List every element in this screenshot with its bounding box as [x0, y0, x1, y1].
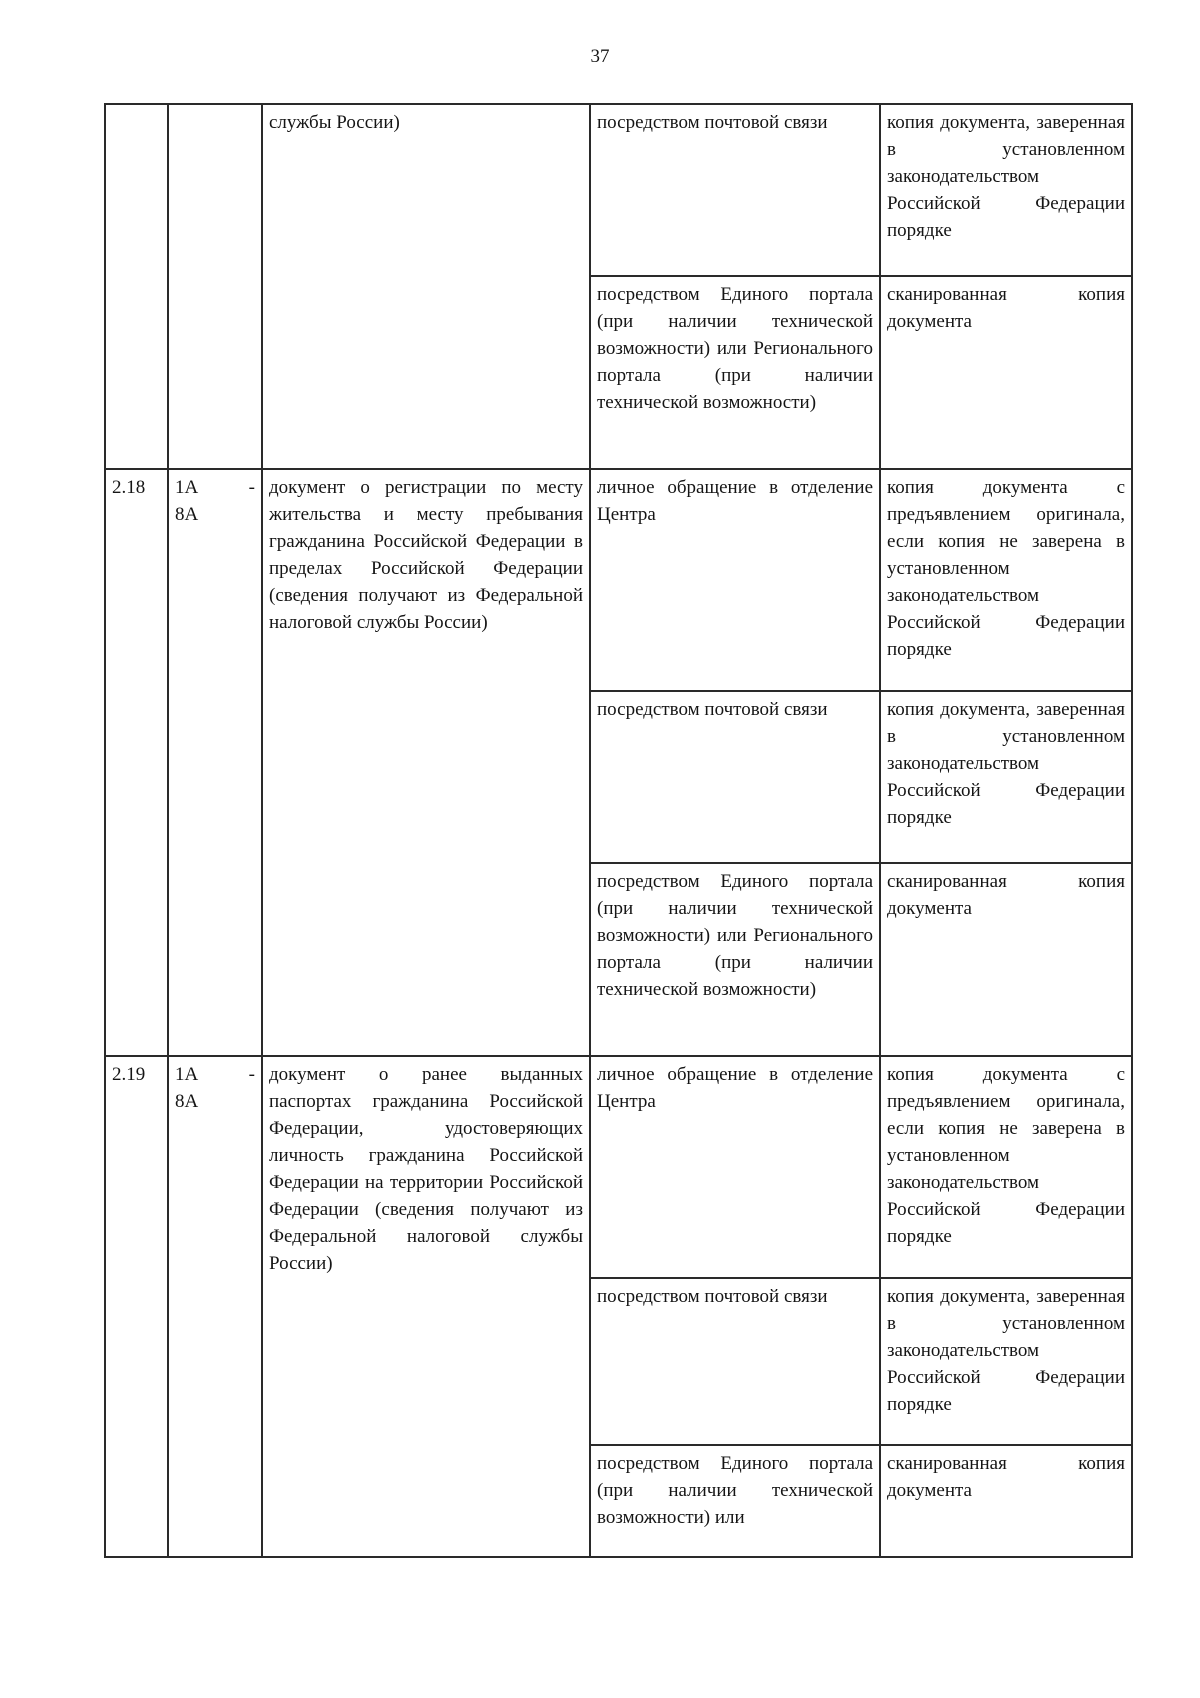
- code-dash: -: [248, 477, 255, 498]
- code-dash: -: [248, 1064, 255, 1085]
- method-cell: личное обращение в отделение Центра: [590, 469, 880, 691]
- method-cell: посредством почтовой связи: [590, 691, 880, 863]
- method-cell: посредством почтовой связи: [590, 1278, 880, 1445]
- row-number-cell: 2.19: [105, 1056, 168, 1557]
- document-cell: копия документа, заверенная в установленном законодательством Российской Федерации порядке: [880, 104, 1132, 276]
- description-cell: службы России): [262, 104, 590, 469]
- page-number: 37: [590, 46, 610, 67]
- table-row: [105, 104, 1132, 276]
- method-cell: посредством Единого портала (при наличии технической возможности) или: [590, 1445, 880, 1557]
- row-number-cell: 2.18: [105, 469, 168, 1056]
- code-text: 1А 8А: [175, 477, 199, 525]
- table-row: [105, 469, 1132, 691]
- row-number-cell: [105, 104, 168, 469]
- code-cell: [168, 469, 262, 1056]
- code-text: 1А 8А: [175, 1064, 199, 1112]
- document-cell: копия документа с предъявлением оригинала, если копия не заверена в установленном законодательством Российской Федерации порядке: [880, 1056, 1132, 1278]
- code-cell: [168, 104, 262, 469]
- requirements-table: [104, 103, 1133, 1558]
- method-cell: посредством Единого портала (при наличии технической возможности) или Регионального портала (при наличии технической возможности): [590, 863, 880, 1056]
- description-cell: документ о ранее выданных паспортах гражданина Российской Федерации, удостоверяющих личность гражданина Российской Федерации на территории Российской Федерации (сведения получают из Федеральной налоговой службы России): [262, 1056, 590, 1557]
- code-cell: [168, 1056, 262, 1557]
- description-cell: документ о регистрации по месту жительства и месту пребывания гражданина Российской Федерации в пределах Российской Федерации (сведения получают из Федеральной налоговой службы России): [262, 469, 590, 1056]
- document-cell: копия документа, заверенная в установленном законодательством Российской Федерации порядке: [880, 1278, 1132, 1445]
- table-row: [105, 1056, 1132, 1278]
- document-cell: сканированная копия документа: [880, 1445, 1132, 1557]
- method-cell: посредством Единого портала (при наличии технической возможности) или Регионального портала (при наличии технической возможности): [590, 276, 880, 469]
- document-cell: сканированная копия документа: [880, 276, 1132, 469]
- document-cell: сканированная копия документа: [880, 863, 1132, 1056]
- document-cell: копия документа с предъявлением оригинала, если копия не заверена в установленном законодательством Российской Федерации порядке: [880, 469, 1132, 691]
- method-cell: посредством почтовой связи: [590, 104, 880, 276]
- method-cell: личное обращение в отделение Центра: [590, 1056, 880, 1278]
- document-cell: копия документа, заверенная в установленном законодательством Российской Федерации порядке: [880, 691, 1132, 863]
